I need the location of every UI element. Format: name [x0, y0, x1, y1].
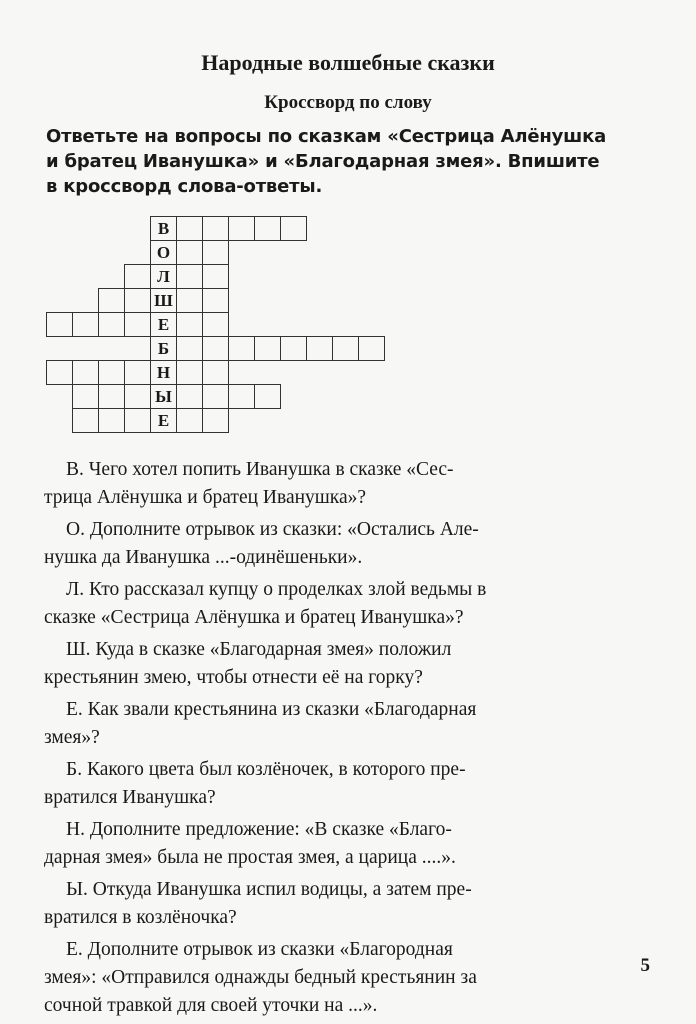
question-line: трица Алёнушка и братец Иванушка»? [44, 487, 367, 508]
crossword-cell[interactable] [332, 336, 359, 361]
crossword-cell[interactable] [176, 312, 203, 337]
crossword-cell[interactable] [254, 216, 281, 241]
crossword-cell[interactable] [358, 336, 385, 361]
crossword-key-cell: Е [150, 408, 177, 433]
crossword-cell[interactable] [124, 360, 151, 385]
page-title: Народные волшебные сказки [201, 50, 495, 75]
crossword-key-cell: Е [150, 312, 177, 337]
crossword-cell[interactable] [254, 384, 281, 409]
crossword-cell[interactable] [176, 336, 203, 361]
crossword-cell[interactable] [254, 336, 281, 361]
crossword-cell[interactable] [176, 216, 203, 241]
question-item [44, 456, 672, 512]
question-line: Б. Какого цвета был козлёночек, в которого пре- [66, 759, 466, 780]
crossword-cell[interactable] [202, 384, 229, 409]
crossword-cell[interactable] [124, 288, 151, 313]
question-line: Н. Дополните предложение: «В сказке «Благо- [66, 819, 452, 840]
crossword-cell[interactable] [46, 360, 73, 385]
question-item [44, 936, 672, 1020]
crossword-cell[interactable] [98, 384, 125, 409]
crossword-cell[interactable] [124, 384, 151, 409]
question-line: Л. Кто рассказал купцу о проделках злой ведьмы в [66, 579, 487, 600]
crossword-cell[interactable] [202, 360, 229, 385]
crossword-cell[interactable] [202, 408, 229, 433]
crossword-cell[interactable] [124, 264, 151, 289]
crossword-cell[interactable] [176, 288, 203, 313]
question-line: змея»: «Отправился однажды бедный крестьянин за [44, 967, 477, 988]
crossword-cell[interactable] [176, 240, 203, 265]
crossword-key-cell: О [150, 240, 177, 265]
crossword-cell[interactable] [98, 288, 125, 313]
question-item [44, 696, 672, 752]
crossword-cell[interactable] [72, 408, 99, 433]
crossword-cell[interactable] [202, 216, 229, 241]
crossword-cell[interactable] [124, 408, 151, 433]
crossword-cell[interactable] [176, 408, 203, 433]
question-item [44, 816, 672, 872]
question-line: Ш. Куда в сказке «Благодарная змея» положил [66, 639, 452, 660]
question-item [44, 576, 672, 632]
crossword-cell[interactable] [228, 384, 255, 409]
crossword-cell[interactable] [280, 216, 307, 241]
section-subtitle: Кроссворд по слову [264, 92, 432, 113]
instruction-line: в кроссворд слова-ответы. [46, 176, 323, 197]
instruction-line: и братец Иванушка» и «Благодарная змея». Впишите [46, 151, 600, 172]
crossword-cell[interactable] [202, 312, 229, 337]
crossword-grid [46, 216, 402, 446]
crossword-cell[interactable] [124, 312, 151, 337]
crossword-key-cell: В [150, 216, 177, 241]
crossword-key-cell: Ш [150, 288, 177, 313]
question-line: О. Дополните отрывок из сказки: «Остались Але- [66, 519, 479, 540]
question-line: дарная змея» была не простая змея, а царица ....». [44, 847, 456, 868]
crossword-key-cell: Н [150, 360, 177, 385]
crossword-key-cell: Б [150, 336, 177, 361]
crossword-cell[interactable] [202, 288, 229, 313]
crossword-cell[interactable] [306, 336, 333, 361]
crossword-cell[interactable] [228, 216, 255, 241]
question-line: В. Чего хотел попить Иванушка в сказке «Сес- [66, 459, 454, 480]
question-line: Ы. Откуда Иванушка испил водицы, а затем пре- [66, 879, 472, 900]
page-number: 5 [640, 955, 650, 976]
question-line: нушка да Иванушка ...-одинёшеньки». [44, 547, 363, 568]
question-line: Е. Дополните отрывок из сказки «Благородная [66, 939, 453, 960]
question-line: вратился в козлёночка? [44, 907, 237, 928]
crossword-cell[interactable] [202, 240, 229, 265]
crossword-cell[interactable] [46, 312, 73, 337]
question-line: крестьянин змею, чтобы отнести её на горку? [44, 667, 423, 688]
questions-list [44, 456, 672, 1024]
question-line: змея»? [44, 727, 100, 748]
crossword-key-cell: Ы [150, 384, 177, 409]
crossword-cell[interactable] [72, 360, 99, 385]
crossword-cell[interactable] [98, 312, 125, 337]
crossword-cell[interactable] [72, 312, 99, 337]
instruction-text [46, 124, 666, 199]
crossword-key-cell: Л [150, 264, 177, 289]
question-line: вратился Иванушка? [44, 787, 216, 808]
question-line: сказке «Сестрица Алёнушка и братец Иванушка»? [44, 607, 464, 628]
question-item [44, 636, 672, 692]
instruction-line: Ответьте на вопросы по сказкам «Сестрица Алёнушка [46, 126, 607, 147]
crossword-cell[interactable] [176, 264, 203, 289]
crossword-cell[interactable] [202, 264, 229, 289]
crossword-cell[interactable] [202, 336, 229, 361]
crossword-cell[interactable] [228, 336, 255, 361]
question-item [44, 516, 672, 572]
question-line: Е. Как звали крестьянина из сказки «Благодарная [66, 699, 477, 720]
crossword-cell[interactable] [72, 384, 99, 409]
crossword-cell[interactable] [280, 336, 307, 361]
question-line: сочной травкой для своей уточки на ...». [44, 995, 378, 1016]
crossword-cell[interactable] [98, 408, 125, 433]
question-item [44, 756, 672, 812]
crossword-cell[interactable] [98, 360, 125, 385]
crossword-cell[interactable] [176, 384, 203, 409]
crossword-cell[interactable] [176, 360, 203, 385]
question-item [44, 876, 672, 932]
